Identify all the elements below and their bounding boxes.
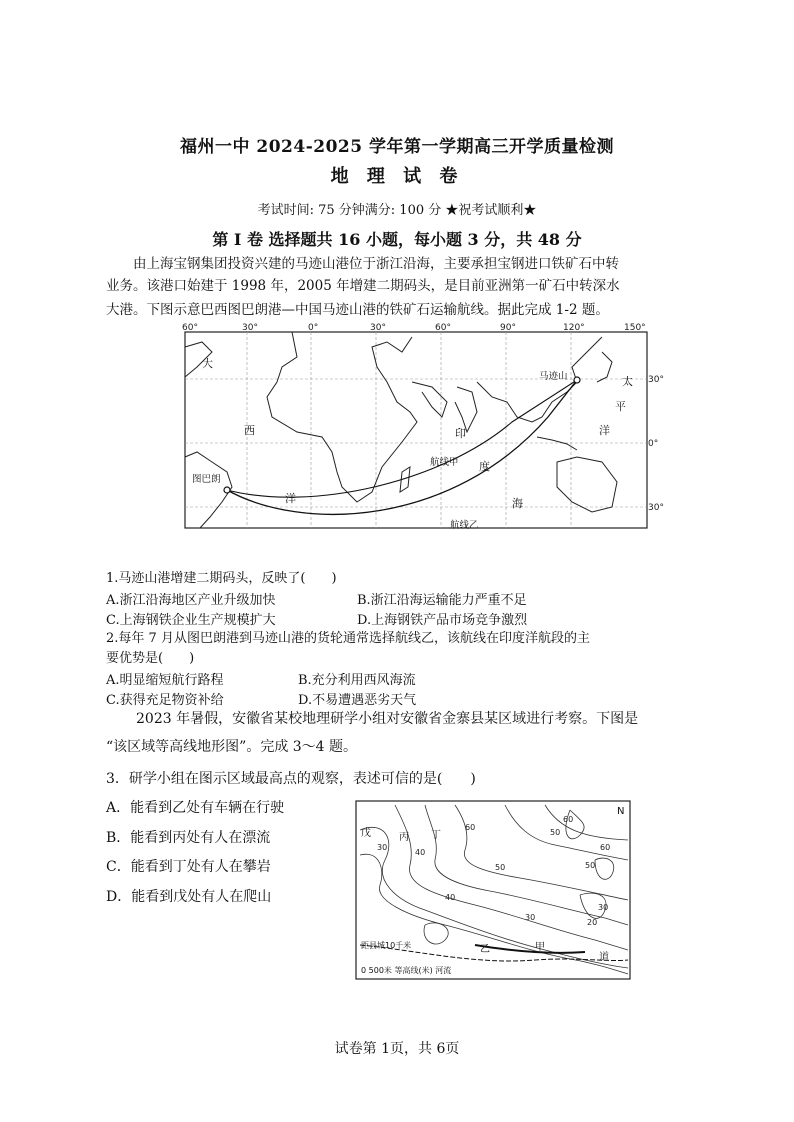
majishan-label: 马迹山 bbox=[539, 371, 568, 382]
lon-label: 150° bbox=[624, 323, 646, 333]
contour-label: 30 bbox=[525, 913, 536, 922]
contour-label: 60 bbox=[465, 823, 476, 832]
contour-label: 50 bbox=[585, 861, 596, 870]
route-b-label: 航线乙 bbox=[450, 520, 479, 531]
point-jia: 甲 bbox=[535, 942, 545, 953]
q3-option-c[interactable]: C．能看到丁处有人在攀岩 bbox=[106, 859, 271, 875]
lon-label: 90° bbox=[500, 323, 516, 333]
shipping-route-map bbox=[172, 322, 664, 532]
map-legend: 0 500米 等高线(米) 河流 bbox=[361, 966, 452, 975]
map-label-ping: 平 bbox=[615, 400, 626, 413]
contour-map bbox=[355, 800, 631, 980]
lon-label: 60° bbox=[182, 323, 198, 333]
point-wu: 戊 bbox=[361, 828, 371, 839]
map-label-hai: 海 bbox=[512, 497, 523, 510]
point-ding: 丁 bbox=[431, 830, 441, 841]
contour-label: 50 bbox=[495, 863, 506, 872]
point-yi: 乙 bbox=[480, 944, 490, 955]
q2-option-d[interactable]: D.不易遭遇恶劣天气 bbox=[298, 693, 417, 708]
tubalang-label: 图巴朗 bbox=[192, 474, 221, 485]
intro-line-2: 业务。该港口始建于 1998 年，2005 年增建二期码头，是目前亚洲第一矿石中转深水 bbox=[106, 278, 620, 294]
contour-label: 50 bbox=[550, 828, 561, 837]
q1-option-d[interactable]: D.上海钢铁产品市场竞争激烈 bbox=[357, 613, 528, 628]
point-bing: 丙 bbox=[399, 832, 409, 843]
map-label-da: 大 bbox=[202, 357, 213, 370]
majishan-port-marker bbox=[574, 377, 580, 383]
contour-label: 60 bbox=[563, 815, 574, 824]
route-a-label: 航线甲 bbox=[430, 457, 459, 468]
contour-label: 40 bbox=[445, 893, 456, 902]
contour-label: 40 bbox=[415, 848, 426, 857]
map-label-yang: 洋 bbox=[285, 492, 296, 505]
map-label-lian: 洋 bbox=[599, 424, 610, 437]
lat-label: 30° bbox=[648, 503, 664, 513]
map-label-tai: 太 bbox=[622, 375, 633, 388]
lon-label: 30° bbox=[242, 323, 258, 333]
lat-label: 0° bbox=[648, 439, 659, 449]
lon-label: 60° bbox=[435, 323, 451, 333]
section-heading: 第 I 卷 选择题共 16 小题，每小题 3 分，共 48 分 bbox=[212, 230, 582, 249]
contour-label: 30 bbox=[377, 843, 388, 852]
q3-option-a[interactable]: A．能看到乙处有车辆在行驶 bbox=[106, 800, 285, 816]
q2-stem-cont: 要优势是( ) bbox=[106, 651, 195, 666]
q1-stem: 1.马迹山港增建二期码头，反映了( ) bbox=[106, 571, 337, 586]
exam-title: 福州一中 2024-2025 学年第一学期高三开学质量检测 bbox=[179, 137, 615, 157]
q1-option-b[interactable]: B.浙江沿海运输能力严重不足 bbox=[357, 593, 527, 608]
q2-option-a[interactable]: A.明显缩短航行路程 bbox=[106, 673, 224, 688]
lon-label: 120° bbox=[563, 323, 585, 333]
q2-option-c[interactable]: C.获得充足物资补给 bbox=[106, 693, 224, 708]
county-distance-label: 距县城10千米 bbox=[361, 941, 412, 950]
contour-label: 20 bbox=[587, 918, 598, 927]
north-arrow: N bbox=[617, 806, 625, 817]
q1-option-c[interactable]: C.上海钢铁企业生产规模扩大 bbox=[106, 613, 276, 628]
q3-option-b[interactable]: B．能看到丙处有人在漂流 bbox=[106, 830, 271, 846]
contour-label: 60 bbox=[600, 843, 611, 852]
tubalang-port-marker bbox=[224, 487, 230, 493]
page-footer: 试卷第 1页，共 6页 bbox=[334, 1041, 460, 1057]
road-label: 道 bbox=[599, 952, 609, 963]
q2-stem: 2.每年 7 月从图巴朗港到马迹山港的货轮通常选择航线乙，该航线在印度洋航段的主 bbox=[106, 631, 590, 646]
intro2-line-2: “该区域等高线地形图”。完成 3～4 题。 bbox=[106, 739, 358, 755]
contour-label: 30 bbox=[598, 903, 609, 912]
lon-label: 30° bbox=[370, 323, 386, 333]
intro-line-1: 由上海宝钢集团投资兴建的马迹山港位于浙江沿海，主要承担宝钢进口铁矿石中转 bbox=[133, 256, 619, 272]
exam-info: 考试时间: 75 分钟满分: 100 分 ★祝考试顺利★ bbox=[257, 203, 537, 218]
map-label-yin: 印 bbox=[455, 427, 466, 440]
q2-option-b[interactable]: B.充分利用西风海流 bbox=[298, 673, 416, 688]
q3-stem: 3．研学小组在图示区域最高点的观察，表述可信的是( ) bbox=[106, 771, 476, 787]
map-label-du: 度 bbox=[479, 460, 490, 473]
q1-option-a[interactable]: A.浙江沿海地区产业升级加快 bbox=[106, 593, 276, 608]
intro-line-3: 大港。下图示意巴西图巴朗港—中国马迹山港的铁矿石运输航线。据此完成 1-2 题。 bbox=[106, 302, 609, 318]
exam-subtitle: 地 理 试 卷 bbox=[330, 166, 464, 187]
map-label-xi: 西 bbox=[244, 424, 255, 437]
intro2-line-1: 2023 年暑假，安徽省某校地理研学小组对安徽省金寨县某区域进行考察。下图是 bbox=[136, 711, 639, 727]
lon-label: 0° bbox=[308, 323, 319, 333]
lat-label: 30° bbox=[648, 375, 664, 385]
q3-option-d[interactable]: D．能看到戊处有人在爬山 bbox=[106, 889, 272, 905]
